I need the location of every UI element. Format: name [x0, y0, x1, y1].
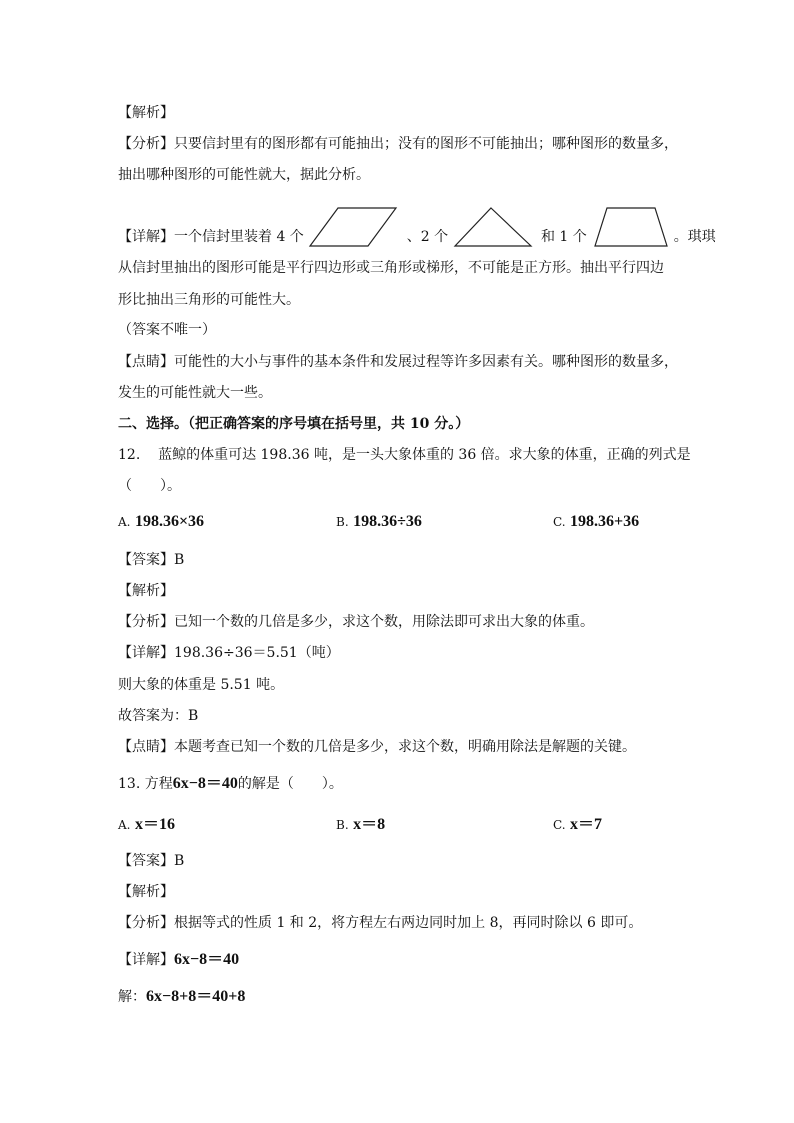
analysis-text: 只要信封里有的图形都有可能抽出；没有的图形不可能抽出；哪种图形的数量多， [174, 136, 678, 152]
key-point-line-2: 发生的可能性就大一些。 [118, 385, 272, 401]
q13-detail-equation: 6x−8＝40 [174, 951, 240, 968]
analysis-tag: 【分析】 [118, 136, 174, 152]
q12-answer: 【答案】B [118, 552, 185, 568]
q12-detail: 【详解】198.36÷36＝5.51（吨） [118, 645, 340, 661]
parallelogram-icon [308, 206, 398, 248]
q12-final-answer: 故答案为：B [118, 708, 199, 724]
detail-line-2: 从信封里抽出的图形可能是平行四边形或三角形或梯形，不可能是正方形。抽出平行四边 [118, 260, 664, 276]
q12-number: 12. [118, 447, 141, 463]
option-letter: C. [553, 818, 566, 832]
q13-equation: 6x−8＝40 [172, 775, 238, 792]
q13-answer: 【答案】B [118, 853, 185, 869]
q12-stem-line-2: （ ）。 [118, 478, 181, 494]
analysis-line-1 [118, 134, 678, 154]
q13-detail [118, 950, 239, 970]
option-expression: 198.36×36 [134, 513, 205, 530]
q12-key-point: 【点睛】本题考查已知一个数的几倍是多少，求这个数，明确用除法是解题的关键。 [118, 739, 636, 755]
q13-option-b[interactable] [336, 815, 385, 835]
q12-result: 则大象的体重是 5.51 吨。 [118, 677, 285, 693]
option-expression: x＝8 [353, 816, 386, 833]
key-point-text: 可能性的大小与事件的基本条件和发展过程等许多因素有关。哪种图形的数量多， [174, 354, 678, 370]
detail-line-1 [118, 226, 716, 248]
option-letter: B. [336, 515, 349, 529]
detail-text-post: 。琪琪 [673, 229, 716, 245]
q12-option-b[interactable] [336, 512, 422, 532]
q12-analysis: 【分析】已知一个数的几倍是多少，求这个数，用除法即可求出大象的体重。 [118, 614, 594, 630]
detail-text-pre: 一个信封里装着 4 个 [174, 229, 304, 245]
q12-stem-text: 蓝鲸的体重可达 198.36 吨，是一头大象体重的 36 倍。求大象的体重，正确的列式是 [158, 447, 691, 463]
triangle-icon [453, 206, 533, 248]
option-letter: A. [118, 515, 131, 529]
q13-stem-post: 的解是（ ）。 [237, 776, 343, 792]
q13-number: 13. [118, 776, 141, 792]
q12-stem-line-1 [118, 445, 691, 465]
option-expression: x＝7 [570, 816, 603, 833]
q13-solution-step: 6x−8+8＝40+8 [146, 988, 246, 1005]
jiexi-heading: 【解析】 [118, 105, 174, 121]
q12-option-c[interactable] [553, 512, 639, 532]
option-letter: A. [118, 818, 131, 832]
q13-analysis: 【分析】根据等式的性质 1 和 2，将方程左右两边同时加上 8，再同时除以 6 即可。 [118, 915, 643, 931]
option-expression: 198.36+36 [570, 513, 640, 530]
detail-text-mid1: 、2 个 [406, 229, 449, 245]
q13-detail-tag: 【详解】 [118, 952, 174, 968]
key-point-line-1 [118, 352, 678, 372]
q12-jiexi: 【解析】 [118, 583, 174, 599]
q13-stem-pre: 方程 [144, 776, 173, 792]
analysis-line-2: 抽出哪种图形的可能性就大，据此分析。 [118, 167, 370, 183]
q13-solution [118, 987, 245, 1007]
key-point-tag: 【点睛】 [118, 354, 174, 370]
detail-text-mid2: 和 1 个 [540, 229, 587, 245]
section-2-title: 二、选择。（把正确答案的序号填在括号里，共 10 分。） [118, 416, 470, 432]
q13-option-c[interactable] [553, 815, 602, 835]
option-letter: C. [553, 515, 566, 529]
q12-option-a[interactable] [118, 512, 204, 532]
detail-line-3: 形比抽出三角形的可能性大。 [118, 292, 300, 308]
option-expression: 198.36÷36 [353, 513, 422, 530]
q13-solution-tag: 解： [118, 989, 146, 1005]
q13-stem [118, 774, 343, 794]
answer-note: （答案不唯一） [118, 322, 216, 338]
detail-tag: 【详解】 [118, 229, 174, 245]
trapezoid-icon [593, 206, 669, 248]
option-letter: B. [336, 818, 349, 832]
q13-jiexi: 【解析】 [118, 884, 174, 900]
option-expression: x＝16 [134, 816, 175, 833]
q13-option-a[interactable] [118, 815, 175, 835]
